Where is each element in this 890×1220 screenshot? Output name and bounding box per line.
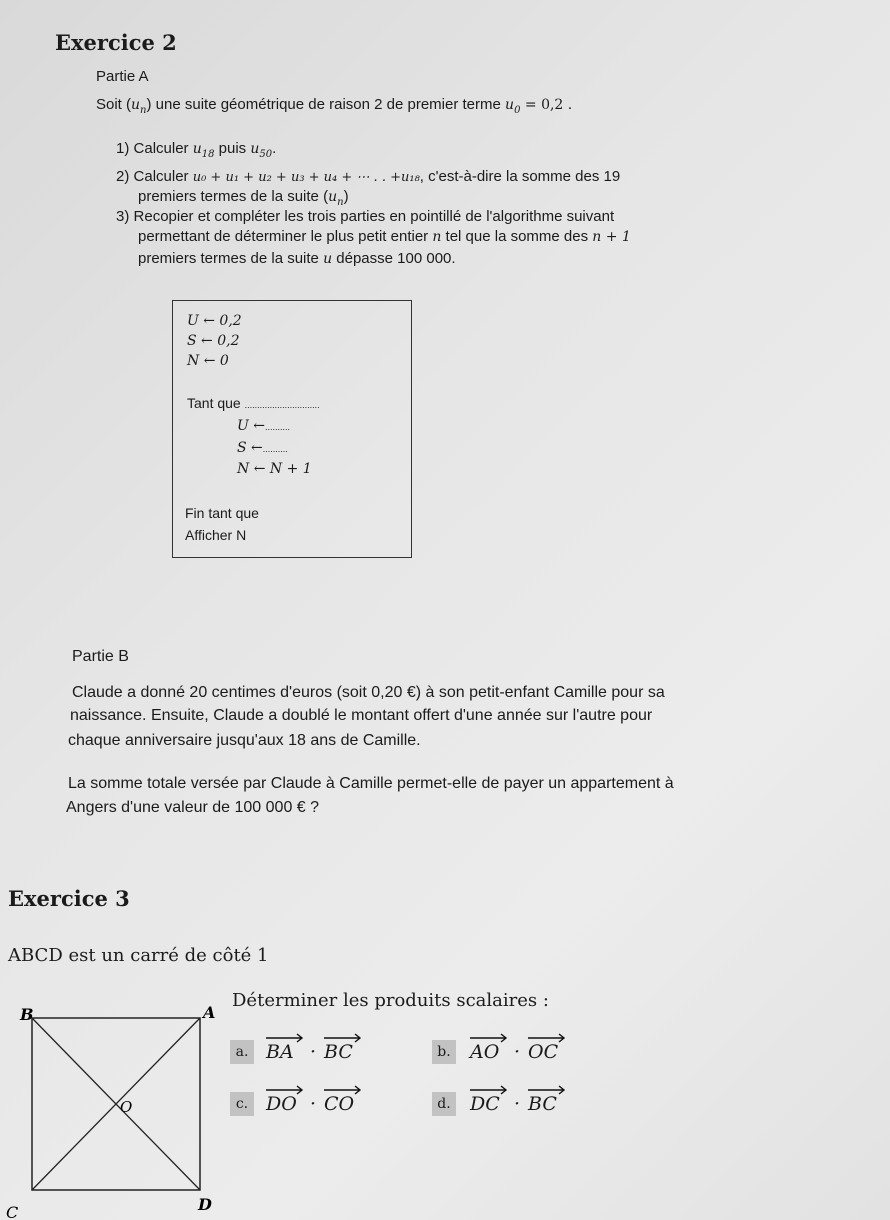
u50-sub: 50 xyxy=(259,149,273,160)
part-b-label: Partie B xyxy=(72,648,129,665)
part-b-p1-l1: Claude a donné 20 centimes d'euros (soit 0,20 €) à son petit-enfant Camille pour sa xyxy=(72,684,665,701)
q3-line3b: dépasse 100 000. xyxy=(336,250,456,267)
u0-sub: 0 xyxy=(514,105,521,116)
item-c-v1: DO xyxy=(266,1093,297,1115)
item-d-v2: BC xyxy=(528,1093,557,1115)
square-figure xyxy=(0,998,230,1220)
exercise-2-title: Exercice 2 xyxy=(55,30,177,55)
question-3-line3 xyxy=(138,250,456,267)
q2-un-symbol: u xyxy=(328,189,338,205)
q2-number: 2) xyxy=(116,168,130,185)
item-b-label: b. xyxy=(432,1040,456,1064)
q3-n-symbol: n xyxy=(432,229,442,245)
vertex-b-label: B xyxy=(20,1005,34,1024)
algo-while xyxy=(187,395,320,411)
algo-line-n-init: N ← 0 xyxy=(187,353,229,369)
vertex-c-label: C xyxy=(6,1203,19,1220)
u18-symbol: u xyxy=(192,141,202,157)
q2-text: Calculer xyxy=(133,168,189,185)
q3-np1: n + 1 xyxy=(592,229,631,245)
q1-number: 1) xyxy=(116,140,130,157)
question-2 xyxy=(116,168,620,185)
question-3-line2 xyxy=(138,228,631,245)
intro-start: Soit ( xyxy=(96,96,132,113)
item-d-v1: DC xyxy=(470,1093,500,1115)
algo-s-assign xyxy=(237,439,288,456)
u18-sub: 18 xyxy=(201,149,215,160)
vertex-d-label: D xyxy=(198,1195,212,1214)
un-sub: n xyxy=(140,105,147,116)
q3-line2a: permettant de déterminer le plus petit entier xyxy=(138,228,429,245)
algo-while-label: Tant que xyxy=(187,395,241,411)
algo-u-blank: .......... xyxy=(264,422,290,432)
u0-symbol: u xyxy=(505,97,515,113)
part-a-label: Partie A xyxy=(96,68,149,85)
item-d-dot: · xyxy=(514,1093,521,1115)
item-a-dot: · xyxy=(310,1041,317,1063)
algo-line-s-init: S ← 0,2 xyxy=(187,333,240,349)
u50-symbol: u xyxy=(250,141,260,157)
part-a-intro xyxy=(96,96,572,116)
question-3 xyxy=(116,208,614,225)
algorithm-box xyxy=(172,300,412,558)
algo-u-assign xyxy=(237,417,290,434)
q1-text: Calculer xyxy=(133,140,189,157)
item-b-dot: · xyxy=(514,1041,521,1063)
q1-puis: puis xyxy=(218,140,247,157)
u0-value: = 0,2 . xyxy=(520,97,573,113)
q2-rest: , c'est-à-dire la somme des 19 xyxy=(419,168,621,185)
item-c-v2: CO xyxy=(324,1093,355,1115)
vertex-a-label: A xyxy=(203,1003,216,1022)
question-2-line2 xyxy=(138,188,349,208)
q1-end: . xyxy=(272,140,277,157)
question-1 xyxy=(116,140,276,160)
item-a-v2: BC xyxy=(324,1041,353,1063)
q2-sum: u₀ + u₁ + u₂ + u₃ + u₄ + ⋯ . . +u₁₈ xyxy=(192,170,420,185)
part-b-p2-l1: La somme totale versée par Claude à Camille permet-elle de payer un appartement à xyxy=(68,775,674,792)
algo-s-blank: .......... xyxy=(262,444,288,454)
part-b-p1-l3: chaque anniversaire jusqu'aux 18 ans de Camille. xyxy=(68,732,421,749)
exercise-3-statement: ABCD est un carré de côté 1 xyxy=(8,945,269,966)
item-a-v1: BA xyxy=(266,1041,294,1063)
q3-number: 3) xyxy=(116,208,130,225)
algo-display: Afficher N xyxy=(185,527,247,543)
q3-line2b: tel que la somme des xyxy=(445,228,589,245)
q3-line1: Recopier et compléter les trois parties en pointillé de l'algorithme suivant xyxy=(133,208,615,225)
exercise-3-title: Exercice 3 xyxy=(8,886,130,911)
algo-while-blank: .............................. xyxy=(244,400,320,410)
center-o-label: O xyxy=(120,1098,133,1116)
algo-s-assign-label: S ← xyxy=(237,440,263,456)
item-b-v1: AO xyxy=(470,1041,500,1063)
item-a-label: a. xyxy=(230,1040,254,1064)
intro-middle: ) une suite géométrique de raison 2 de premier terme xyxy=(146,96,501,113)
un-symbol: u xyxy=(131,97,141,113)
item-c-dot: · xyxy=(310,1093,317,1115)
item-d-label: d. xyxy=(432,1092,456,1116)
q3-line3a: premiers termes de la suite xyxy=(138,250,319,267)
algo-n-increment: N ← N + 1 xyxy=(237,461,312,477)
item-c-label: c. xyxy=(230,1092,254,1116)
q3-u-symbol: u xyxy=(323,251,333,267)
q2-un-sub: n xyxy=(337,197,344,208)
algo-u-assign-label: U ← xyxy=(237,418,265,434)
algo-line-u-init: U ← 0,2 xyxy=(187,313,242,329)
item-b-v2: OC xyxy=(528,1041,559,1063)
part-b-p1-l2: naissance. Ensuite, Claude a doublé le montant offert d'une année sur l'autre pour xyxy=(70,707,653,724)
q2-line2-text: premiers termes de la suite ( xyxy=(138,188,329,205)
algo-end-while: Fin tant que xyxy=(185,505,259,521)
q2-line2-end: ) xyxy=(343,188,349,205)
part-b-p2-l2: Angers d'une valeur de 100 000 € ? xyxy=(66,799,320,816)
instruction: Déterminer les produits scalaires : xyxy=(232,990,549,1011)
